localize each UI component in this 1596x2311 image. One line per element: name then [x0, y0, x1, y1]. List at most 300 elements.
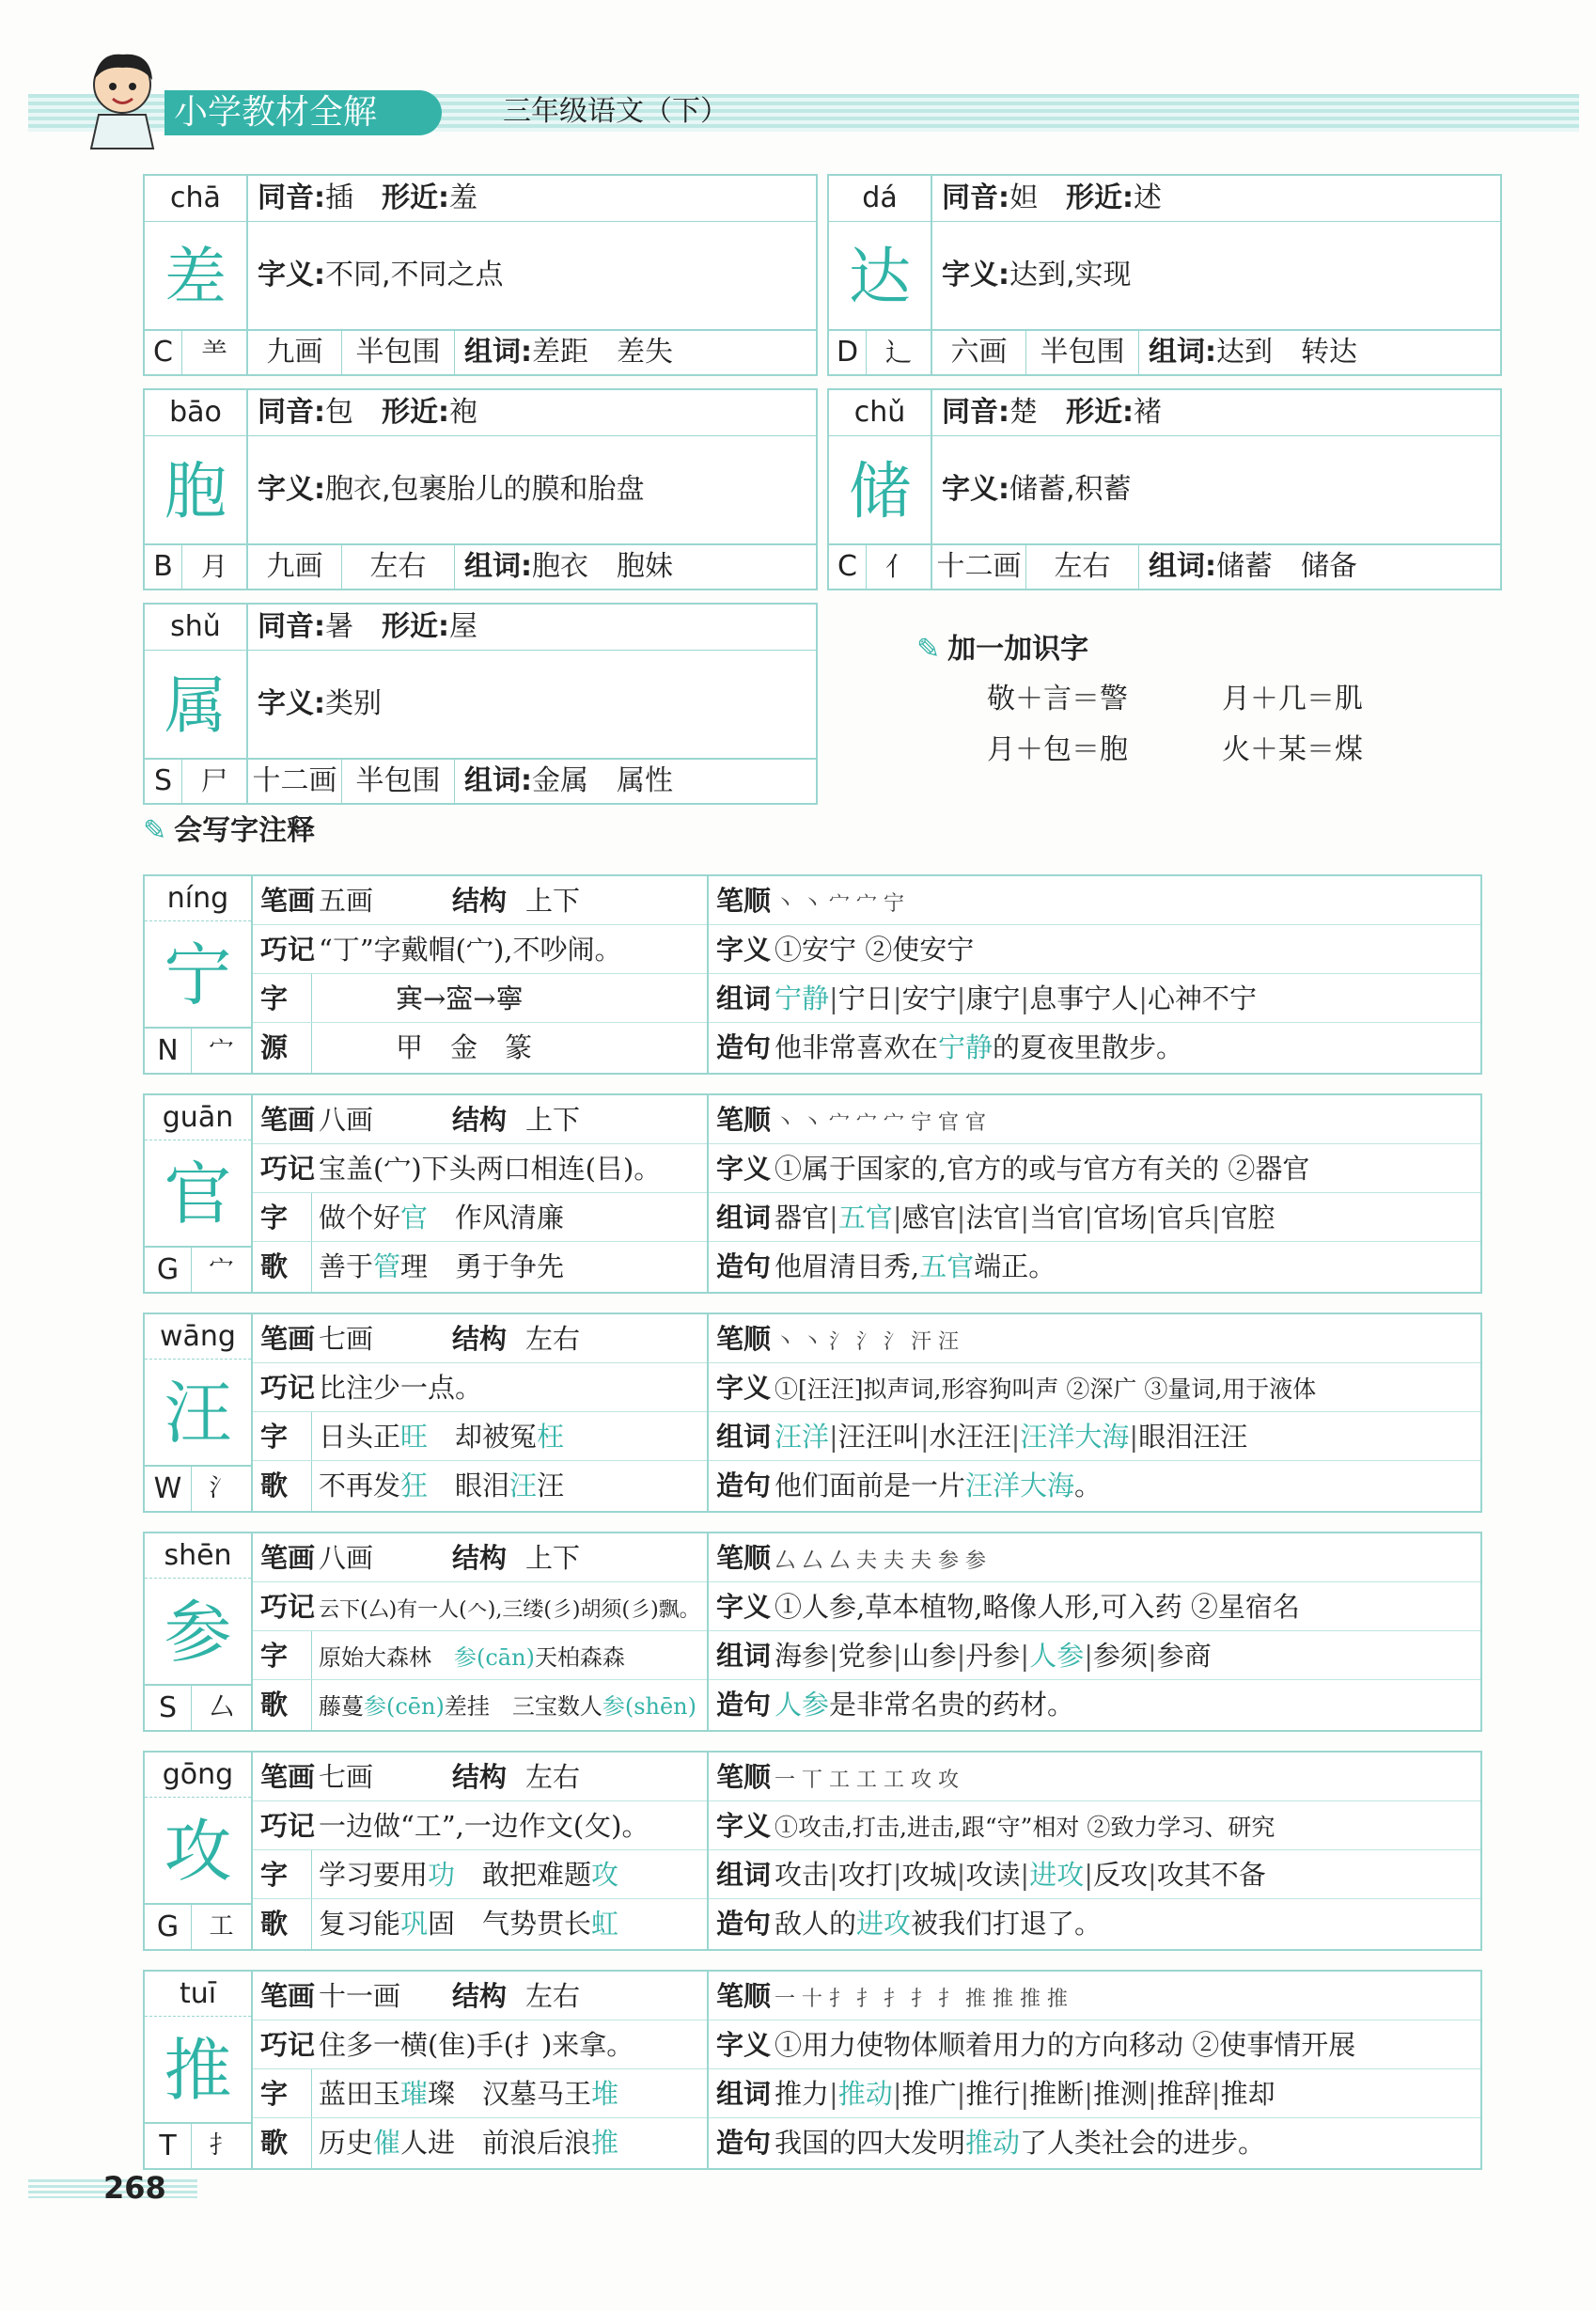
- similar-label: 形近:: [382, 396, 449, 429]
- bihua-value: 十一画: [319, 1980, 401, 2012]
- word-separator: |: [829, 1859, 838, 1891]
- page-header: [0, 85, 1596, 143]
- card-homophone-line: [258, 390, 477, 435]
- row-character-column: [145, 1533, 253, 1730]
- homophone-label: 同音:: [258, 181, 325, 214]
- strokes-structure-line: [253, 1095, 707, 1144]
- card-words-line: [464, 331, 673, 374]
- sentence-pre: 他眉清目秀,: [775, 1250, 920, 1282]
- tip-value: 比注少一点。: [319, 1372, 483, 1404]
- word-separator: |: [1020, 1859, 1030, 1891]
- character-row: [143, 1970, 1482, 2170]
- card-radical: 亻: [884, 551, 912, 582]
- row-usage-column: [709, 1095, 1480, 1292]
- bihua-label: 笔画: [260, 1323, 316, 1355]
- words-line: [709, 974, 1480, 1023]
- word-separator: |: [956, 2078, 966, 2110]
- card-character: 差: [164, 241, 227, 313]
- bihua-value: 七画: [319, 1323, 374, 1355]
- word-item: 推广: [901, 2078, 957, 2110]
- word-separator: |: [829, 2078, 838, 2110]
- homophone-value: 楚: [1009, 396, 1038, 429]
- card-radical: 辶: [884, 337, 912, 368]
- jiegou-value: 左右: [525, 1323, 581, 1355]
- card-hline: [829, 221, 1500, 222]
- word-separator: |: [1020, 1202, 1030, 1234]
- card-structure: 左右: [342, 545, 455, 589]
- qiaoji-label: 巧记: [260, 2029, 316, 2061]
- character-row: [143, 1313, 1482, 1513]
- formula-3: 月＋包＝胞: [987, 733, 1128, 766]
- song1-highlight: 璀: [400, 2078, 429, 2110]
- words-list: [767, 1193, 1275, 1242]
- strokes-structure-line: [253, 1753, 707, 1801]
- sentence-post: 被我们打退了。: [911, 1908, 1103, 1940]
- word-item: 攻读: [965, 1859, 1021, 1891]
- card-letter: C: [145, 331, 182, 374]
- song1-highlight-2: 堆: [591, 2078, 619, 2110]
- bishun-label: 笔顺: [716, 885, 772, 917]
- sentence-pre: 他们面前是一片: [775, 1470, 966, 1501]
- card-pinyin: shǔ: [170, 610, 221, 643]
- row-character: 官: [145, 1140, 251, 1248]
- ziyi-label: 字义: [716, 1810, 772, 1842]
- row-letter: G: [145, 1905, 192, 1949]
- bishun-label: 笔顺: [716, 1542, 772, 1574]
- stroke-order: 丶 丶 氵 氵 氵 汗 汪: [775, 1330, 959, 1354]
- word-item: 心神不宁: [1147, 983, 1257, 1014]
- card-meaning-line: [258, 657, 382, 751]
- meaning-value: ①用力使物体顺着用力的方向移动 ②使事情开展: [775, 2029, 1356, 2061]
- word-item: 推断: [1029, 2078, 1085, 2110]
- song2-highlight-2: 虹: [591, 1908, 619, 1940]
- sentence-line: [709, 1680, 1480, 1729]
- word-separator: |: [1148, 1640, 1157, 1672]
- song2-highlight: 催: [373, 2127, 401, 2159]
- song2-pre: 善于: [319, 1250, 374, 1282]
- row-usage-column: [709, 876, 1480, 1073]
- pencil-icon: ✎: [916, 633, 941, 666]
- song1-highlight: 功: [428, 1859, 456, 1891]
- jiegou-label: 结构: [452, 885, 508, 917]
- word-item: 当官: [1029, 1202, 1085, 1234]
- song2-highlight-2: 推: [591, 2127, 619, 2159]
- jiegou-value: 左右: [525, 1761, 581, 1793]
- meaning-value: 不同,不同之点: [325, 259, 504, 291]
- words-label: 组词:: [464, 764, 532, 797]
- song-line-2: [253, 1461, 707, 1510]
- song-line-2: [253, 1242, 707, 1291]
- tip-value: “丁”字戴帽(宀),不吵闹。: [319, 934, 622, 966]
- word-item: 五官: [837, 1202, 893, 1234]
- song2-highlight: 参(cēn): [364, 1693, 445, 1720]
- song2-pre: 复习能: [319, 1908, 401, 1940]
- meaning-value: 储蓄,积蓄: [1009, 473, 1132, 506]
- sentence-line: [709, 1242, 1480, 1291]
- word-separator: |: [1020, 983, 1030, 1014]
- char-card: [143, 603, 818, 805]
- word-separator: |: [956, 1859, 966, 1891]
- word-separator: |: [829, 983, 838, 1014]
- row-usage-column: [709, 1533, 1480, 1730]
- words-line: [709, 1193, 1480, 1242]
- row-character-column: [145, 1753, 253, 1949]
- zaoju-label: 造句: [716, 1031, 772, 1063]
- meaning-label: 字义:: [258, 473, 325, 506]
- jiegou-value: 上下: [525, 1542, 581, 1574]
- card-pinyin: chǔ: [853, 396, 906, 429]
- word-item: 官场: [1092, 1202, 1148, 1234]
- tip-value: 云下(厶)有一人(𠆢),三缕(彡)胡须(彡)飘。: [319, 1598, 700, 1622]
- bihua-label: 笔画: [260, 1104, 316, 1136]
- bihua-value: 八画: [319, 1104, 374, 1136]
- similar-value: 述: [1134, 181, 1162, 214]
- song1-highlight: 旺: [400, 1421, 429, 1453]
- row-letter: T: [145, 2124, 192, 2168]
- card-character: 达: [849, 241, 911, 313]
- word-item: 人参: [1029, 1640, 1085, 1672]
- ge-label: 歌: [260, 1250, 289, 1282]
- bihua-value: 七画: [319, 1761, 374, 1793]
- ziyi-label: 字义: [716, 1372, 772, 1404]
- word-item: 参须: [1092, 1640, 1148, 1672]
- bihua-label: 笔画: [260, 1761, 316, 1793]
- word-item: 器官: [775, 1202, 830, 1234]
- card-homophone-line: [258, 605, 477, 650]
- row-pinyin: tuī: [145, 1972, 251, 2017]
- song-line-1: [253, 2069, 707, 2118]
- row-letter: W: [145, 1467, 192, 1511]
- series-badge: 小学教材全解: [164, 90, 442, 135]
- card-character: 胞: [164, 455, 227, 527]
- ziyi-label: 字义: [716, 1153, 772, 1185]
- pencil-icon: ✎: [143, 814, 167, 847]
- word-separator: |: [1148, 1859, 1157, 1891]
- sentence-post: 了人类社会的进步。: [1020, 2127, 1266, 2159]
- card-structure: 半包围: [1026, 331, 1139, 374]
- card-strokes: 九画: [248, 331, 342, 374]
- jiegou-label: 结构: [452, 1980, 508, 2012]
- song1-pre: 原始大森林: [319, 1644, 454, 1671]
- ge-label: 歌: [260, 2127, 289, 2159]
- card-words-line: [1149, 331, 1357, 374]
- yuan-label: 源: [260, 1031, 289, 1063]
- card-pinyin: chā: [170, 181, 221, 214]
- word-item: 法官: [965, 1202, 1021, 1234]
- card-homophone-line: [258, 176, 477, 221]
- card-letter: D: [829, 331, 867, 374]
- word-separator: |: [956, 1202, 966, 1234]
- zaoju-label: 造句: [716, 1908, 772, 1940]
- meaning-value: ①[汪汪]拟声词,形容狗叫声 ②深广 ③量词,用于液体: [775, 1376, 1317, 1403]
- meaning-label: 字义:: [258, 687, 325, 720]
- add-section-title: [916, 625, 1088, 667]
- qiaoji-label: 巧记: [260, 934, 316, 966]
- jiegou-label: 结构: [452, 1761, 508, 1793]
- word-separator: |: [1084, 1202, 1093, 1234]
- card-words-line: [464, 545, 673, 589]
- bihua-label: 笔画: [260, 885, 316, 917]
- tip-value: 一边做“工”,一边作文(攵)。: [319, 1810, 649, 1842]
- row-pinyin: guān: [145, 1095, 251, 1140]
- sentence: [767, 1680, 1074, 1729]
- jiegou-label: 结构: [452, 1542, 508, 1574]
- card-words-line: [464, 760, 673, 803]
- song2-post-2: 汪: [537, 1470, 565, 1501]
- card-structure: 左右: [1026, 545, 1139, 589]
- row-usage-column: [709, 1314, 1480, 1511]
- tip-line: [253, 1363, 707, 1412]
- homophone-value: 包: [325, 396, 353, 429]
- card-meaning-line: [942, 228, 1132, 322]
- meaning-value: 胞衣,包裹胎儿的膜和胎盘: [325, 473, 645, 506]
- song1-post: 却被冤: [428, 1421, 538, 1453]
- meaning-line: [709, 1801, 1480, 1850]
- meaning-value: 达到,实现: [1009, 259, 1132, 291]
- words-label: 组词:: [464, 550, 532, 583]
- word-item: 宁静: [775, 983, 830, 1014]
- row-radical: 厶: [209, 1693, 234, 1721]
- ge-label: 歌: [260, 1470, 289, 1501]
- word-separator: |: [919, 1421, 930, 1453]
- add-section-title-text: 加一加识字: [947, 633, 1089, 666]
- row-character-column: [145, 1972, 253, 2168]
- card-hline: [145, 650, 816, 651]
- words-line: [709, 1850, 1480, 1899]
- similar-label: 形近:: [1066, 396, 1134, 429]
- strokes-structure-line: [253, 1972, 707, 2020]
- write-section-title-text: 会写字注释: [174, 814, 316, 847]
- zaoju-label: 造句: [716, 2127, 772, 2159]
- word-item: 进攻: [1029, 1859, 1085, 1891]
- meaning-line: [709, 1363, 1480, 1412]
- row-character: 推: [145, 2017, 251, 2124]
- row-character: 汪: [145, 1360, 251, 1467]
- qiaoji-label: 巧记: [260, 1372, 316, 1404]
- meaning-line: [709, 2020, 1480, 2069]
- sentence-post: 的夏夜里散步。: [993, 1031, 1184, 1063]
- zaoju-label: 造句: [716, 1250, 772, 1282]
- sentence-line: [709, 1899, 1480, 1948]
- ge-label: 歌: [260, 1908, 289, 1940]
- song2-highlight: 管: [373, 1250, 401, 1282]
- card-letter: S: [145, 760, 182, 803]
- song1-pre: 学习要用: [319, 1859, 429, 1891]
- sentence-pre: 敌人的: [775, 1908, 857, 1940]
- word-item: 官腔: [1220, 1202, 1275, 1234]
- song1-pre: 蓝田玉: [319, 2078, 401, 2110]
- word-separator: |: [1148, 2078, 1157, 2110]
- bihua-label: 笔画: [260, 1542, 316, 1574]
- jiegou-value: 上下: [525, 885, 581, 917]
- word-separator: |: [829, 1202, 838, 1234]
- row-character: 宁: [145, 921, 251, 1029]
- words-value: 胞衣 胞妹: [532, 550, 673, 583]
- song1-highlight: 官: [400, 1202, 429, 1234]
- word-item: 推动: [837, 2078, 893, 2110]
- words-label: 组词:: [464, 336, 532, 369]
- song2-highlight: 狂: [400, 1470, 429, 1501]
- card-hline: [829, 435, 1500, 436]
- word-item: 反攻: [1092, 1859, 1148, 1891]
- card-radical: 尸: [200, 765, 227, 796]
- word-item: 官兵: [1156, 1202, 1212, 1234]
- song-line-1: [253, 1193, 707, 1242]
- row-radical: 宀: [209, 1255, 234, 1283]
- song-line-1: [253, 1412, 707, 1461]
- card-character: 储: [849, 455, 911, 527]
- card-words-line: [1149, 545, 1357, 589]
- song1-highlight-2: 攻: [591, 1859, 619, 1891]
- row-usage-column: [709, 1972, 1480, 2168]
- word-separator: |: [1211, 1202, 1221, 1234]
- tip-line: [253, 2020, 707, 2069]
- word-item: 推辞: [1156, 2078, 1212, 2110]
- stroke-order-line: [709, 1314, 1480, 1363]
- sentence-post: 。: [1074, 1470, 1103, 1501]
- character-row: [143, 1751, 1482, 1951]
- words-line: [709, 1412, 1480, 1461]
- char-card: [143, 174, 818, 376]
- sentence: [767, 2118, 1265, 2167]
- song2-pre: 历史: [319, 2127, 374, 2159]
- tip-value: 住多一横(隹)手(扌)来拿。: [319, 2029, 634, 2061]
- boy-mascot-icon: [70, 47, 174, 150]
- stroke-order: 一 丅 工 工 工 攻 攻: [775, 1769, 959, 1792]
- word-item: 推却: [1220, 2078, 1275, 2110]
- homophone-label: 同音:: [942, 181, 1009, 214]
- word-item: 眼泪汪汪: [1138, 1421, 1248, 1453]
- row-character-column: [145, 1314, 253, 1511]
- char-card: [827, 388, 1502, 590]
- similar-value: 袍: [449, 396, 477, 429]
- card-structure: 半包围: [342, 760, 455, 803]
- homophone-label: 同音:: [942, 396, 1009, 429]
- word-item: 推测: [1092, 2078, 1148, 2110]
- word-item: 山参: [901, 1640, 957, 1672]
- song2-post: 理 勇于争先: [400, 1250, 565, 1282]
- formula-4: 火＋某＝煤: [1222, 733, 1363, 766]
- sentence: [767, 1242, 1056, 1291]
- qiaoji-label: 巧记: [260, 1153, 316, 1185]
- zi-label: 字: [260, 1202, 289, 1234]
- song2-post: 眼泪: [428, 1470, 510, 1501]
- word-item: 汪洋: [775, 1421, 830, 1453]
- bihua-value: 八画: [319, 1542, 374, 1574]
- card-hline: [145, 221, 816, 222]
- card-strokes: 十二画: [248, 760, 342, 803]
- tip-line: [253, 1801, 707, 1850]
- row-letter: S: [145, 1686, 192, 1730]
- word-separator: |: [1148, 1202, 1157, 1234]
- origin-types: 甲 金 篆: [396, 1031, 533, 1063]
- row-letter: G: [145, 1248, 192, 1292]
- words-label: 组词:: [1149, 336, 1216, 369]
- card-letter: B: [145, 545, 182, 589]
- card-meaning-line: [942, 443, 1132, 537]
- words-value: 达到 转达: [1216, 336, 1357, 369]
- song1-post: 作风清廉: [428, 1202, 565, 1234]
- similar-value: 褚: [1134, 396, 1162, 429]
- row-usage-column: [709, 1753, 1480, 1949]
- word-separator: |: [892, 1859, 902, 1891]
- card-homophone-line: [942, 390, 1162, 435]
- card-pinyin: dá: [862, 181, 898, 214]
- jiegou-label: 结构: [452, 1323, 508, 1355]
- card-homophone-line: [942, 176, 1162, 221]
- word-separator: |: [1084, 1640, 1093, 1672]
- zuci-label: 组词: [716, 1421, 772, 1453]
- row-notes-column: [253, 1095, 709, 1292]
- meaning-line: [709, 1144, 1480, 1193]
- word-separator: |: [1010, 1421, 1021, 1453]
- meaning-label: 字义:: [258, 259, 325, 291]
- zuci-label: 组词: [716, 1202, 772, 1234]
- song1-post: 敢把难题: [455, 1859, 592, 1891]
- words-label: 组词:: [1149, 550, 1216, 583]
- book-subtitle: 三年级语文（下）: [503, 95, 728, 128]
- row-character-column: [145, 1095, 253, 1292]
- homophone-value: 妲: [1009, 181, 1038, 214]
- formula-1: 敬＋言＝警: [987, 683, 1128, 715]
- words-list: [767, 1412, 1247, 1461]
- stroke-order-line: [709, 1533, 1480, 1582]
- word-item: 安宁: [901, 983, 957, 1014]
- similar-label: 形近:: [382, 181, 449, 214]
- card-pinyin: bāo: [169, 396, 222, 429]
- sentence-line: [709, 1461, 1480, 1510]
- meaning-label: 字义:: [942, 259, 1009, 291]
- origin-glyph-line: [253, 974, 707, 1023]
- page-number: 268: [103, 2170, 166, 2206]
- stroke-order: 厶 厶 厶 夫 夫 夫 参 参: [775, 1549, 986, 1573]
- card-meaning-line: [258, 228, 504, 322]
- word-separator: |: [1020, 2078, 1030, 2110]
- words-value: 金属 属性: [532, 764, 673, 797]
- meaning-value: ①安宁 ②使安宁: [775, 934, 975, 966]
- jiegou-value: 上下: [525, 1104, 581, 1136]
- zuci-label: 组词: [716, 1859, 772, 1891]
- sentence-pre: 他非常喜欢在: [775, 1031, 939, 1063]
- word-item: 攻击: [775, 1859, 830, 1891]
- sentence: [767, 1899, 1102, 1948]
- stroke-order-line: [709, 1972, 1480, 2020]
- word-separator: |: [956, 1640, 966, 1672]
- meaning-line: [709, 925, 1480, 974]
- words-line: [709, 1631, 1480, 1680]
- word-separator: |: [892, 2078, 902, 2110]
- ziyi-label: 字义: [716, 1591, 772, 1623]
- word-item: 水汪汪: [929, 1421, 1011, 1453]
- sentence-highlight: 进攻: [856, 1908, 912, 1940]
- similar-value: 屋: [449, 610, 477, 643]
- song2-highlight-2: 汪: [509, 1470, 538, 1501]
- character-row: [143, 1532, 1482, 1732]
- row-notes-column: [253, 876, 709, 1073]
- song1-post: 璨 汉墓马王: [428, 2078, 592, 2110]
- stroke-order-line: [709, 876, 1480, 925]
- origin-type-line: [253, 1023, 707, 1072]
- word-separator: |: [1084, 1859, 1093, 1891]
- row-pinyin: níng: [145, 876, 251, 921]
- homophone-label: 同音:: [258, 396, 325, 429]
- card-strokes: 六画: [932, 331, 1026, 374]
- ziyi-label: 字义: [716, 934, 772, 966]
- word-separator: |: [956, 983, 966, 1014]
- word-item: 推行: [965, 2078, 1021, 2110]
- card-strokes: 九画: [248, 545, 342, 589]
- sentence-highlight: 宁静: [938, 1031, 994, 1063]
